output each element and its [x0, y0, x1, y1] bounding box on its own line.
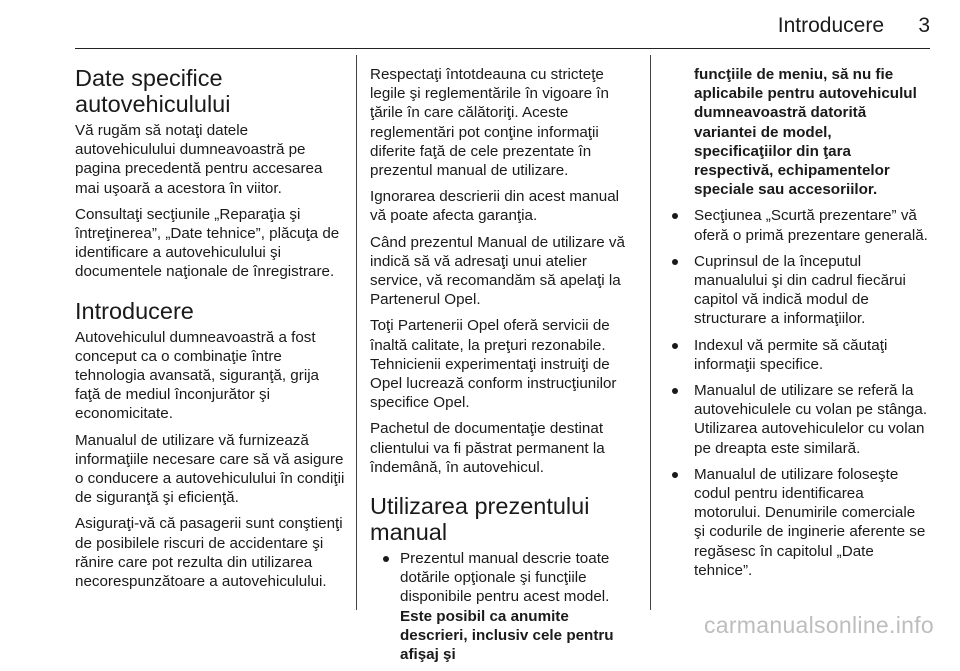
page-number: 3: [918, 14, 930, 37]
paragraph: Vă rugăm să notaţi datele autovehiculului dumneavoastră pe pagina precedentă pentru accesarea mai uşoară a acestora în viitor.: [75, 122, 323, 197]
list-item: Indexul vă permite să căutaţi informaţii specifice.: [668, 336, 930, 374]
section-title-vehicle-data: Date specifice autovehiculului: [75, 65, 231, 117]
paragraph: Pachetul de documentaţie destinat clientului va fi păstrat permanent la îndemână, în autovehicul.: [370, 420, 605, 476]
list-item: Prezentul manual descrie toate dotările opţionale şi funcţiile disponibile pentru acest model. Este posibil ca anumite descrieri, inclusiv cele pentru afişaj şi: [370, 549, 638, 664]
section-title-introduction: Introducere: [75, 297, 194, 324]
bold-note: Este posibil ca anumite descrieri, inclusiv cele pentru afişaj şi: [400, 607, 614, 664]
bullet-icon: [672, 388, 678, 394]
paragraph: Când prezentul Manual de utilizare vă indică să vă adresaţi unui atelier service, vă recomandăm să apelaţi la Partenerul Opel.: [370, 233, 625, 309]
section-title-using-manual: Utilizarea prezentului manual: [370, 493, 590, 546]
paragraph: Ignorarea descrierii din acest manual vă poate afecta garanţia.: [370, 188, 620, 225]
column-divider-2: [650, 55, 651, 610]
bullet-icon: [672, 213, 678, 219]
paragraph: Asiguraţi-vă că pasagerii sunt conştienţi de posibilele riscuri de accidentare şi rănire care pot rezulta din utilizarea necorespunzătoare a autovehiculului.: [75, 515, 343, 591]
bullet-list: [668, 206, 930, 580]
column-3: [668, 65, 930, 587]
bullet-icon: [672, 472, 678, 478]
paragraph: Autovehiculul dumneavoastră a fost conceput ca o combinaţie între tehnologia avansată, siguranţă, grija faţă de mediul înconjurător şi economicitate.: [75, 328, 320, 423]
column-2: [370, 65, 638, 671]
paragraph: Manualul de utilizare vă furnizează informaţiile necesare care să vă asigure o conducere a autovehiculului în condiţii de siguranţă şi eficienţă.: [75, 431, 345, 507]
paragraph: Respectaţi întotdeauna cu stricteţe legile şi reglementările în vigoare în ţările în care călătoriţi. Aceste reglementări pot conţine informaţii diferite faţă de cele prezentate în prezentul manual de utilizare.: [370, 66, 609, 180]
list-item: Secţiunea „Scurtă prezentare” vă oferă o primă prezentare generală.: [668, 206, 930, 244]
list-item: Manualul de utilizare foloseşte codul pentru identificarea motorului. Denumirile comerciale şi codurile de inginerie aferente se regăsesc în capitolul „Date tehnice”.: [668, 465, 930, 580]
paragraph: Toţi Partenerii Opel oferă servicii de înaltă calitate, la preţuri rezonabile. Tehnicienii experimentaţi instruiţi de Opel lucrează conform instrucţiunilor specifice Opel.: [370, 317, 617, 412]
bullet-list: [370, 549, 638, 664]
bullet-icon: [672, 343, 678, 349]
bold-note-continuation: funcţiile de meniu, să nu fie aplicabile pentru autovehiculul dumneavoastră datorită variantei de model, specificaţiilor din ţara respectivă, echipamentelor speciale sau accesoriilor.: [694, 66, 917, 199]
page-header: [75, 0, 930, 49]
column-divider-1: [356, 55, 357, 610]
header-title: Introducere: [777, 14, 884, 37]
list-item: Manualul de utilizare se referă la autovehiculele cu volan pe stânga. Utilizarea autovehiculelor cu volan pe dreapta este similară.: [668, 381, 930, 458]
watermark: carmanualsonline.info: [703, 612, 934, 638]
bullet-icon: [383, 556, 389, 562]
bullet-icon: [672, 259, 678, 265]
list-item: Cuprinsul de la începutul manualului şi din cadrul fiecărui capitol vă indică modul de structurare a informaţiilor.: [668, 252, 930, 329]
paragraph: Consultaţi secţiunile „Reparaţia şi întreţinerea”, „Date tehnice”, plăcuţa de identificare a autovehiculului şi documentele naţionale de înregistrare.: [75, 205, 340, 281]
column-1: [75, 65, 345, 598]
